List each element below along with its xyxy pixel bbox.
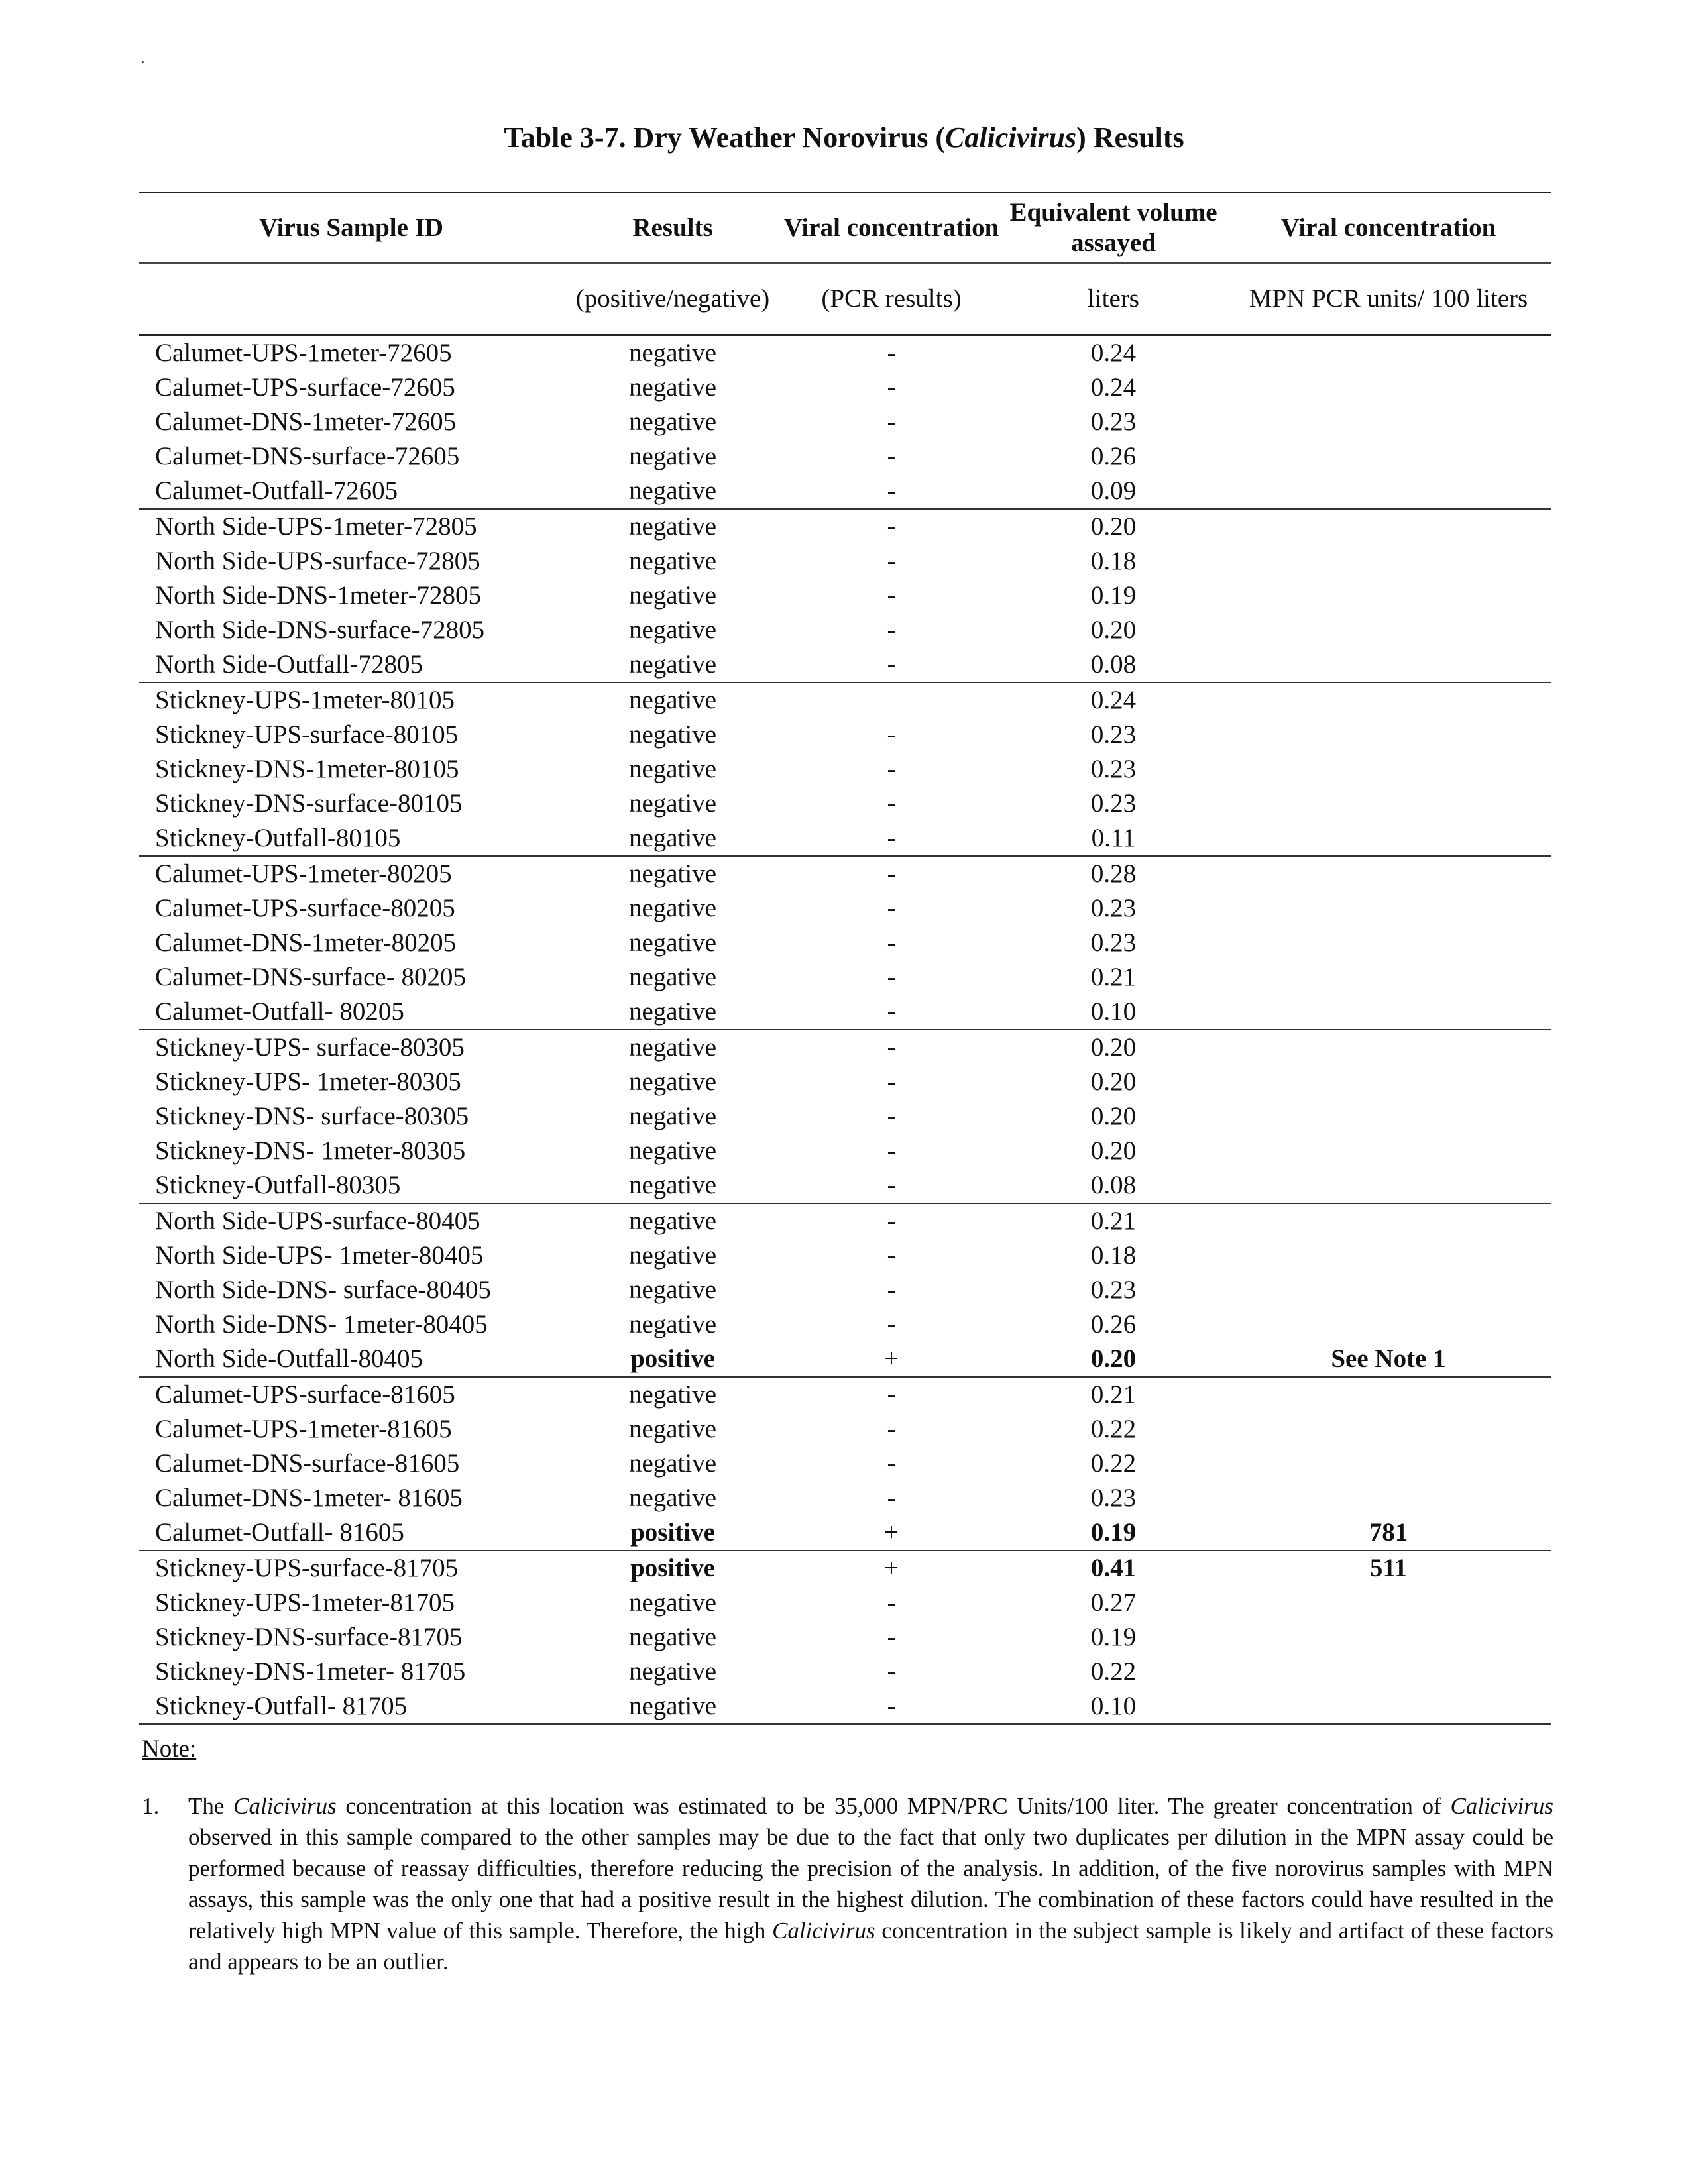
result-cell: negative: [628, 339, 717, 367]
result-cell: negative: [563, 474, 782, 509]
table-row: [139, 1065, 1551, 1099]
volume-cell: 0.20: [1090, 1102, 1137, 1130]
sample-id-cell: North Side-DNS-1meter-72805: [155, 581, 482, 610]
pcr-cell: -: [887, 755, 896, 783]
table-row: [139, 613, 1551, 647]
mpn-concentration-cell: [1226, 1481, 1551, 1515]
volume-cell: 0.18: [1090, 1241, 1137, 1270]
sample-id-cell: Stickney-Outfall- 81705: [139, 1689, 563, 1724]
sample-id-cell: Calumet-UPS-surface-81605: [155, 1380, 455, 1409]
unit-volume: liters: [1001, 263, 1226, 335]
sample-id-cell: Calumet-Outfall-72605: [139, 474, 563, 509]
header-row: [139, 193, 1551, 263]
table-row: [139, 1307, 1551, 1342]
volume-cell: 0.20: [1090, 1033, 1137, 1062]
volume-cell: 0.08: [1001, 1168, 1226, 1203]
result-cell: positive: [563, 1342, 782, 1377]
unit-mpn: MPN PCR units/ 100 liters: [1226, 263, 1551, 335]
volume-cell: 0.24: [1090, 686, 1137, 714]
result-cell: negative: [628, 1588, 717, 1617]
result-cell: negative: [628, 686, 717, 714]
sample-id-cell: Calumet-Outfall- 80205: [139, 995, 563, 1030]
pcr-cell: -: [887, 720, 896, 749]
volume-cell: 0.23: [1090, 1276, 1137, 1304]
volume-cell: 0.20: [1090, 1136, 1137, 1165]
mpn-concentration-cell: [1226, 1203, 1551, 1238]
pcr-cell: -: [887, 1380, 896, 1409]
mpn-concentration-cell: [1226, 752, 1551, 787]
table-row: [139, 1481, 1551, 1515]
pcr-cell: +: [782, 1515, 1001, 1551]
mpn-concentration-cell: [1226, 891, 1551, 926]
sample-id-cell: Calumet-UPS-1meter-80205: [155, 859, 452, 888]
mpn-concentration-cell: [1226, 439, 1551, 474]
result-cell: negative: [563, 1168, 782, 1203]
table-row: [139, 1342, 1551, 1377]
pcr-cell: -: [887, 928, 896, 957]
table-row: [139, 439, 1551, 474]
pcr-cell: -: [887, 512, 896, 541]
volume-cell: 0.23: [1090, 408, 1137, 436]
volume-cell: 0.24: [1090, 373, 1137, 402]
table-row: [139, 578, 1551, 613]
volume-cell: 0.22: [1090, 1449, 1137, 1478]
table-row: [139, 1099, 1551, 1134]
mpn-concentration-cell: [1226, 1689, 1551, 1724]
result-cell: negative: [563, 1689, 782, 1724]
volume-cell: 0.10: [1001, 1689, 1226, 1724]
header-viral-concentration-pcr: Viral concentration: [782, 193, 1001, 263]
volume-cell: 0.23: [1090, 720, 1137, 749]
result-cell: negative: [628, 1276, 717, 1304]
result-cell: negative: [628, 1484, 717, 1512]
sample-id-cell: Calumet-UPS-surface-80205: [155, 894, 455, 922]
mpn-concentration-cell: [1226, 613, 1551, 647]
result-cell: positive: [630, 1554, 715, 1582]
table-row: [139, 1377, 1551, 1412]
pcr-cell: -: [887, 894, 896, 922]
volume-cell: 0.20: [1090, 512, 1137, 541]
volume-cell: 0.20: [1001, 1342, 1226, 1377]
result-cell: negative: [628, 789, 717, 818]
sample-id-cell: Calumet-UPS-1meter-72605: [155, 339, 452, 367]
volume-cell: 0.21: [1090, 1207, 1137, 1235]
result-cell: negative: [628, 928, 717, 957]
mpn-concentration-cell: [1226, 682, 1551, 718]
mpn-concentration-cell: [1226, 1134, 1551, 1168]
table-body: [139, 335, 1551, 1725]
sample-id-cell: North Side-UPS-surface-72805: [155, 547, 480, 575]
pcr-cell: -: [887, 1067, 896, 1096]
mpn-concentration-cell: [1226, 509, 1551, 544]
sample-id-cell: Stickney-UPS- 1meter-80305: [155, 1067, 461, 1096]
mpn-concentration-cell: [1226, 1099, 1551, 1134]
results-table-container: [139, 192, 1551, 1725]
pcr-cell: -: [887, 789, 896, 818]
mpn-concentration-cell: 511: [1369, 1554, 1408, 1582]
pcr-cell: -: [887, 1033, 896, 1062]
table-row: [139, 647, 1551, 682]
table-row: [139, 1586, 1551, 1620]
table-row: [139, 509, 1551, 544]
mpn-concentration-cell: [1226, 1447, 1551, 1481]
scan-speck: [142, 61, 144, 63]
note-number: 1.: [142, 1793, 160, 1819]
result-cell: positive: [563, 1515, 782, 1551]
sample-id-cell: Stickney-UPS- surface-80305: [155, 1033, 465, 1062]
result-cell: negative: [563, 821, 782, 856]
sample-id-cell: Calumet-UPS-1meter-81605: [155, 1415, 452, 1443]
pcr-cell: -: [782, 1689, 1001, 1724]
pcr-cell: -: [887, 442, 896, 470]
volume-cell: 0.20: [1090, 616, 1137, 644]
table-row: [139, 1689, 1551, 1724]
result-cell: negative: [628, 1102, 717, 1130]
table-row: [139, 821, 1551, 856]
volume-cell: 0.23: [1090, 755, 1137, 783]
result-cell: negative: [628, 581, 717, 610]
mpn-concentration-cell: [1226, 856, 1551, 891]
pcr-cell: -: [887, 1102, 896, 1130]
result-cell: negative: [628, 616, 717, 644]
table-row: [139, 1515, 1551, 1551]
table-row: [139, 335, 1551, 371]
pcr-cell: -: [782, 647, 1001, 682]
mpn-concentration-cell: [1226, 787, 1551, 821]
table-row: [139, 544, 1551, 578]
sample-id-cell: Stickney-UPS-surface-81705: [155, 1554, 459, 1582]
table-row: [139, 682, 1551, 718]
mpn-concentration-cell: [1226, 474, 1551, 509]
mpn-concentration-cell: [1226, 647, 1551, 682]
pcr-cell: -: [887, 581, 896, 610]
mpn-concentration-cell: [1226, 718, 1551, 752]
sample-id-cell: North Side-UPS-surface-80405: [155, 1207, 480, 1235]
mpn-concentration-cell: [1226, 821, 1551, 856]
table-row: [139, 718, 1551, 752]
table-row: [139, 1030, 1551, 1065]
volume-cell: 0.24: [1090, 339, 1137, 367]
sample-id-cell: North Side-DNS- surface-80405: [155, 1276, 491, 1304]
mpn-concentration-cell: [1226, 1586, 1551, 1620]
volume-cell: 0.09: [1001, 474, 1226, 509]
sample-id-cell: Stickney-DNS-1meter- 81705: [155, 1657, 466, 1686]
header-viral-concentration-mpn: Viral concentration: [1226, 193, 1551, 263]
table-row: [139, 1620, 1551, 1655]
table-row: [139, 405, 1551, 439]
unit-sample-id: [139, 263, 563, 335]
pcr-cell: -: [782, 821, 1001, 856]
sample-id-cell: Calumet-DNS-surface- 80205: [155, 963, 466, 991]
sample-id-cell: Calumet-DNS-1meter- 81605: [155, 1484, 463, 1512]
pcr-cell: -: [887, 963, 896, 991]
mpn-concentration-cell: [1226, 926, 1551, 960]
pcr-cell: -: [887, 373, 896, 402]
table-row: [139, 1203, 1551, 1238]
table-row: [139, 1168, 1551, 1203]
pcr-cell: -: [887, 1484, 896, 1512]
volume-cell: 0.18: [1090, 547, 1137, 575]
sample-id-cell: North Side-Outfall-80405: [139, 1342, 563, 1377]
pcr-cell: -: [887, 1207, 896, 1235]
mpn-concentration-cell: [1226, 544, 1551, 578]
table-row: [139, 474, 1551, 509]
result-cell: negative: [628, 1657, 717, 1686]
volume-cell: 0.22: [1090, 1657, 1137, 1686]
mpn-concentration-cell: [1226, 578, 1551, 613]
sample-id-cell: Calumet-DNS-1meter-72605: [155, 408, 457, 436]
pcr-cell: +: [884, 1554, 899, 1582]
pcr-cell: +: [782, 1342, 1001, 1377]
table-row: [139, 926, 1551, 960]
unit-pcr: (PCR results): [782, 263, 1001, 335]
table-row: [139, 995, 1551, 1030]
sample-id-cell: Stickney-Outfall-80105: [139, 821, 563, 856]
sample-id-cell: North Side-UPS-1meter-72805: [155, 512, 477, 541]
pcr-cell: -: [887, 1310, 896, 1338]
result-cell: negative: [628, 408, 717, 436]
result-cell: negative: [628, 1415, 717, 1443]
sample-id-cell: North Side-DNS- 1meter-80405: [155, 1310, 488, 1338]
note-text: The Calicivirus concentration at this location was estimated to be 35,000 MPN/PRC Units/100 liter. The greater concentration of Calicivirus observed in this sample compared to the other samples may be due to the fact that only two duplicates per dilution in the MPN assay could be performed because of reassay difficulties, therefore reducing the precision of the analysis. In addition, of the five norovirus samples with MPN assays, this sample was the only one that had a positive result in the highest dilution. The combination of these factors could have resulted in the relatively high MPN value of this sample. Therefore, the high Calicivirus concentration in the subject sample is likely and artifact of these factors and appears to be an outlier.: [188, 1793, 1553, 1975]
sample-id-cell: Stickney-Outfall-80305: [139, 1168, 563, 1203]
mpn-concentration-cell: [1226, 995, 1551, 1030]
sample-id-cell: Calumet-DNS-surface-72605: [155, 442, 460, 470]
result-cell: negative: [563, 647, 782, 682]
sample-id-cell: Calumet-Outfall- 81605: [139, 1515, 563, 1551]
result-cell: negative: [628, 1067, 717, 1096]
table-row: [139, 1551, 1551, 1586]
result-cell: negative: [628, 894, 717, 922]
result-cell: negative: [628, 1207, 717, 1235]
pcr-cell: -: [887, 339, 896, 367]
volume-cell: 0.21: [1090, 1380, 1137, 1409]
unit-results: (positive/negative): [563, 263, 782, 335]
volume-cell: 0.23: [1090, 894, 1137, 922]
result-cell: negative: [628, 442, 717, 470]
volume-cell: 0.08: [1001, 647, 1226, 682]
header-sample-id: Virus Sample ID: [139, 193, 563, 263]
mpn-concentration-cell: [1226, 1655, 1551, 1689]
volume-cell: 0.22: [1090, 1415, 1137, 1443]
note-label: Note:: [142, 1735, 197, 1763]
mpn-concentration-cell: [1226, 960, 1551, 995]
pcr-cell: -: [782, 995, 1001, 1030]
mpn-concentration-cell: [1226, 1065, 1551, 1099]
sample-id-cell: Stickney-DNS- 1meter-80305: [155, 1136, 466, 1165]
pcr-cell: -: [887, 1449, 896, 1478]
sample-id-cell: Calumet-DNS-surface-81605: [155, 1449, 460, 1478]
mpn-concentration-cell: [1226, 1307, 1551, 1342]
pcr-cell: -: [887, 1241, 896, 1270]
sample-id-cell: Stickney-UPS-1meter-81705: [155, 1588, 455, 1617]
volume-cell: 0.26: [1090, 1310, 1137, 1338]
sample-id-cell: Calumet-DNS-1meter-80205: [155, 928, 457, 957]
volume-cell: 0.27: [1090, 1588, 1137, 1617]
result-cell: negative: [628, 1033, 717, 1062]
sample-id-cell: Stickney-DNS-1meter-80105: [155, 755, 459, 783]
result-cell: negative: [628, 963, 717, 991]
result-cell: negative: [628, 373, 717, 402]
table-row: [139, 1447, 1551, 1481]
mpn-concentration-cell: [1226, 1168, 1551, 1203]
mpn-concentration-cell: [1226, 1273, 1551, 1307]
table-title: Table 3-7. Dry Weather Norovirus (Calicivirus) Results: [504, 121, 1184, 154]
volume-cell: 0.26: [1090, 442, 1137, 470]
pcr-cell: -: [887, 1623, 896, 1651]
pcr-cell: -: [887, 1415, 896, 1443]
volume-cell: 0.28: [1090, 859, 1137, 888]
pcr-cell: -: [887, 408, 896, 436]
table-row: [139, 1134, 1551, 1168]
table-row: [139, 1655, 1551, 1689]
table-row: [139, 1238, 1551, 1273]
sample-id-cell: Stickney-DNS-surface-81705: [155, 1623, 463, 1651]
result-cell: negative: [628, 859, 717, 888]
pcr-cell: -: [887, 1657, 896, 1686]
sample-id-cell: Stickney-DNS- surface-80305: [155, 1102, 469, 1130]
pcr-cell: -: [887, 547, 896, 575]
sample-id-cell: Stickney-DNS-surface-80105: [155, 789, 463, 818]
mpn-concentration-cell: [1226, 405, 1551, 439]
result-cell: negative: [628, 512, 717, 541]
result-cell: negative: [628, 720, 717, 749]
header-equivalent-volume: Equivalent volume assayed: [1001, 193, 1226, 263]
volume-cell: 0.23: [1090, 928, 1137, 957]
volume-cell: 0.19: [1090, 581, 1137, 610]
volume-cell: 0.11: [1001, 821, 1226, 856]
result-cell: negative: [628, 1241, 717, 1270]
sample-id-cell: Stickney-UPS-surface-80105: [155, 720, 459, 749]
volume-cell: 0.21: [1090, 963, 1137, 991]
table-row: [139, 787, 1551, 821]
volume-cell: 0.10: [1001, 995, 1226, 1030]
mpn-concentration-cell: [1226, 1412, 1551, 1447]
mpn-concentration-cell: [1226, 335, 1551, 371]
result-cell: negative: [628, 547, 717, 575]
note-1: [142, 1790, 1553, 1977]
table-row: [139, 1412, 1551, 1447]
mpn-concentration-cell: See Note 1: [1226, 1342, 1551, 1377]
pcr-cell: -: [887, 1276, 896, 1304]
result-cell: negative: [628, 1449, 717, 1478]
table-row: [139, 891, 1551, 926]
mpn-concentration-cell: 781: [1226, 1515, 1551, 1551]
results-table: [139, 192, 1551, 1725]
sample-id-cell: North Side-UPS- 1meter-80405: [155, 1241, 484, 1270]
table-row: [139, 856, 1551, 891]
units-row: [139, 263, 1551, 335]
sample-id-cell: Stickney-UPS-1meter-80105: [155, 686, 455, 714]
volume-cell: 0.19: [1001, 1515, 1226, 1551]
sample-id-cell: Calumet-UPS-surface-72605: [155, 373, 455, 402]
result-cell: negative: [563, 995, 782, 1030]
pcr-cell: [782, 682, 1001, 718]
header-results: Results: [563, 193, 782, 263]
result-cell: negative: [628, 1623, 717, 1651]
sample-id-cell: North Side-Outfall-72805: [139, 647, 563, 682]
table-row: [139, 960, 1551, 995]
pcr-cell: -: [782, 1168, 1001, 1203]
pcr-cell: -: [887, 1136, 896, 1165]
volume-cell: 0.23: [1090, 1484, 1137, 1512]
table-row: [139, 752, 1551, 787]
result-cell: negative: [628, 1136, 717, 1165]
volume-cell: 0.41: [1090, 1554, 1137, 1582]
mpn-concentration-cell: [1226, 1030, 1551, 1065]
result-cell: negative: [628, 1380, 717, 1409]
result-cell: negative: [628, 1310, 717, 1338]
pcr-cell: -: [887, 616, 896, 644]
mpn-concentration-cell: [1226, 1238, 1551, 1273]
mpn-concentration-cell: [1226, 1620, 1551, 1655]
sample-id-cell: North Side-DNS-surface-72805: [155, 616, 485, 644]
pcr-cell: -: [887, 859, 896, 888]
volume-cell: 0.20: [1090, 1067, 1137, 1096]
result-cell: negative: [628, 755, 717, 783]
table-row: [139, 370, 1551, 405]
volume-cell: 0.19: [1090, 1623, 1137, 1651]
pcr-cell: -: [782, 474, 1001, 509]
table-row: [139, 1273, 1551, 1307]
pcr-cell: -: [887, 1588, 896, 1617]
volume-cell: 0.23: [1090, 789, 1137, 818]
mpn-concentration-cell: [1226, 1377, 1551, 1412]
mpn-concentration-cell: [1226, 370, 1551, 405]
